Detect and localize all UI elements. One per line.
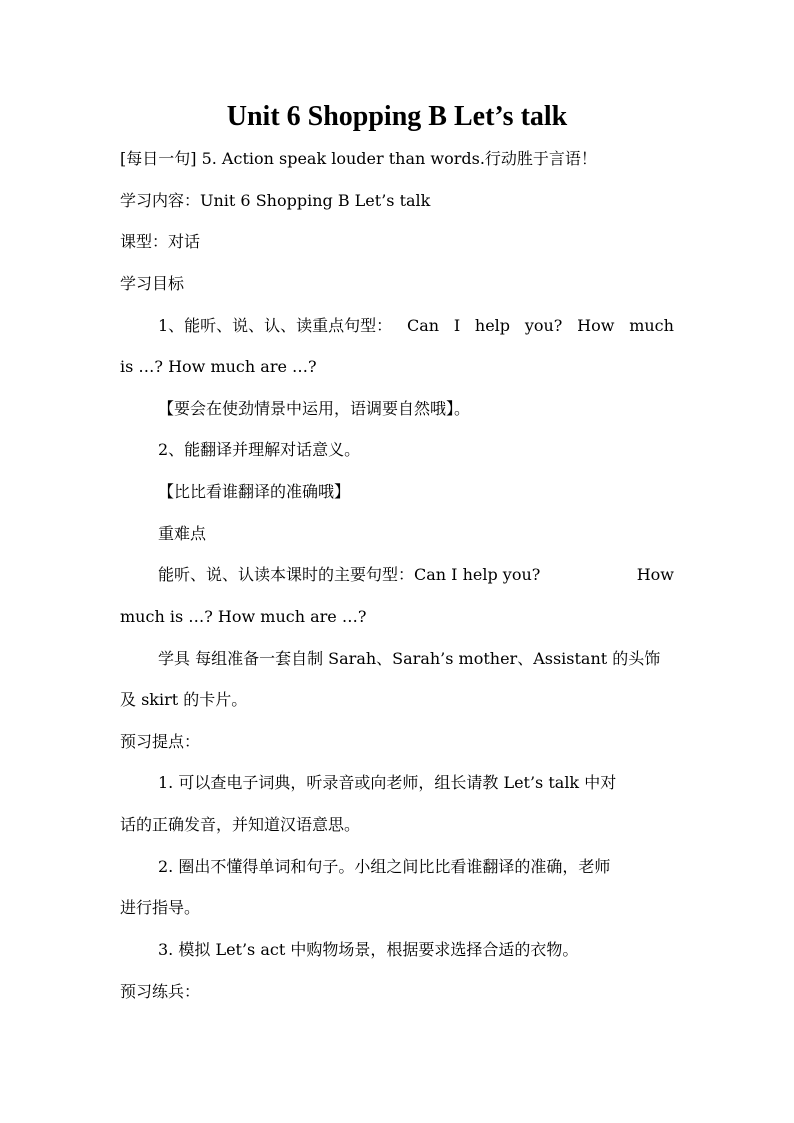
goal-1-line-1 <box>158 315 674 337</box>
goal-1-part: much <box>629 316 674 335</box>
tip-2-line-1: 2. 圈出不懂得单词和句子。小组之间比比看谁翻译的准确，老师 <box>158 857 611 876</box>
goal-1-note: 【要会在使劲情景中运用，语调要自然哦】。 <box>158 399 471 418</box>
tip-1-line-1: 1. 可以查电子词典，听录音或向老师，组长请教 Let’s talk 中对 <box>158 773 617 792</box>
tip-3: 3. 模拟 Let’s act 中购物场景，根据要求选择合适的衣物。 <box>158 940 579 959</box>
tip-1-line-2: 话的正确发音，并知道汉语意思。 <box>120 815 361 834</box>
goal-1-part: you? <box>524 316 563 335</box>
goal-1-part: I <box>453 316 461 335</box>
goal-1-part: Can <box>406 316 440 335</box>
lesson-type: 课型：对话 <box>120 232 201 251</box>
tools-line-1: 学具 每组准备一套自制 Sarah、Sarah’s mother、Assistant 的头饰 <box>158 649 661 668</box>
goal-1-line-2: is …? How much are …? <box>120 357 317 376</box>
practice-heading: 预习练兵： <box>120 982 201 1001</box>
daily-quote: [每日一句] 5. Action speak louder than words.行动胜于言语！ <box>120 149 597 168</box>
goal-2-note: 【比比看谁翻译的准确哦】 <box>158 482 351 501</box>
goal-1-part: How <box>577 316 615 335</box>
tools-line-2: 及 skirt 的卡片。 <box>120 690 248 709</box>
tip-2-line-2: 进行指导。 <box>120 898 201 917</box>
goal-1-part: help <box>474 316 511 335</box>
goals-heading: 学习目标 <box>120 274 185 293</box>
goal-2: 2、能翻译并理解对话意义。 <box>158 440 361 459</box>
key-points-line-2: much is …? How much are …? <box>120 607 367 626</box>
document-title: Unit 6 Shopping B Let’s talk <box>226 101 568 132</box>
key-points-part: 能听、说、认读本课时的主要句型：Can I help you? <box>158 565 541 584</box>
learning-content: 学习内容：Unit 6 Shopping B Let’s talk <box>120 191 431 210</box>
key-points-part: How <box>636 565 674 584</box>
key-points-line-1 <box>158 564 674 586</box>
preview-tips-heading: 预习提点： <box>120 732 201 751</box>
goal-1-part: 1、能听、说、认、读重点句型： <box>158 316 393 335</box>
key-points-heading: 重难点 <box>158 524 207 543</box>
